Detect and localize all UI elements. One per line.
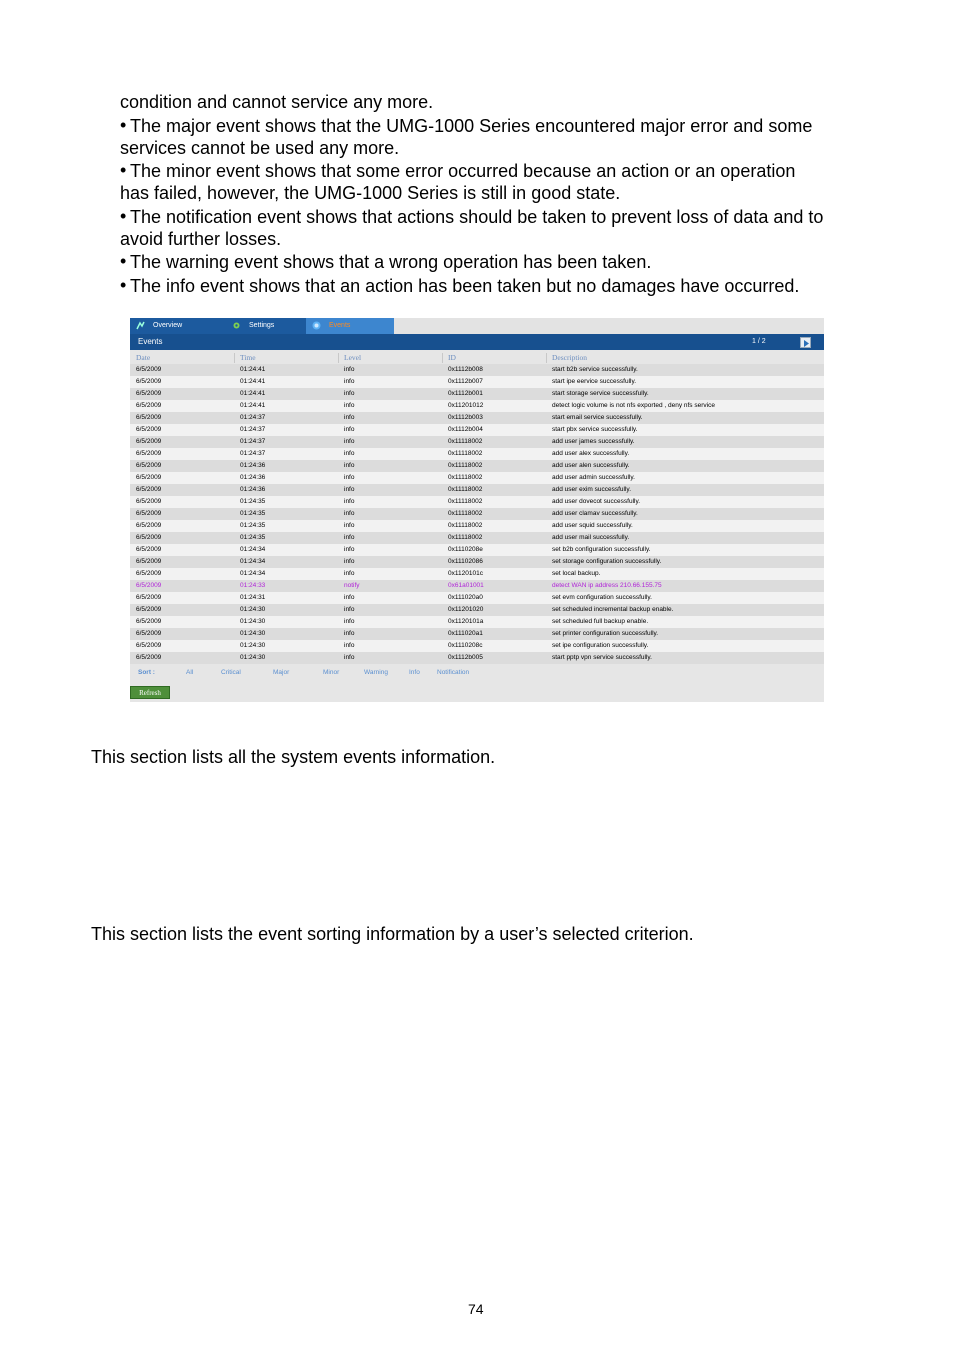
id-cell: 0x11118002 <box>448 486 483 493</box>
time-cell: 01:24:34 <box>240 570 266 577</box>
table-row <box>130 652 824 664</box>
bullet-info-text: The info event shows that an action has been taken but no damages have occurred. <box>130 276 800 296</box>
description-cell: start b2b service successfully. <box>552 366 638 373</box>
tab-overview[interactable] <box>130 318 218 334</box>
date-cell: 6/5/2009 <box>136 546 162 553</box>
table-row <box>130 616 824 628</box>
date-cell: 6/5/2009 <box>136 366 162 373</box>
date-cell: 6/5/2009 <box>136 630 162 637</box>
description-cell: add user alex successfully. <box>552 450 630 457</box>
date-cell: 6/5/2009 <box>136 582 162 589</box>
table-row <box>130 376 824 388</box>
level-cell: info <box>344 522 355 529</box>
description-cell: add user alen successfully. <box>552 462 630 469</box>
table-row <box>130 388 824 400</box>
description-cell: set scheduled full backup enable. <box>552 618 649 625</box>
level-cell: info <box>344 594 355 601</box>
time-cell: 01:24:31 <box>240 594 266 601</box>
sort-option-notification[interactable]: Notification <box>437 669 470 676</box>
sort-option-minor[interactable]: Minor <box>323 669 340 676</box>
bullet-warning-text: The warning event shows that a wrong operation has been taken. <box>130 252 652 272</box>
table-row <box>130 508 824 520</box>
table-row <box>130 472 824 484</box>
bullet-icon: • <box>120 206 127 226</box>
level-cell: info <box>344 642 355 649</box>
bullet-icon: • <box>120 275 127 295</box>
time-cell: 01:24:33 <box>240 582 266 589</box>
date-cell: 6/5/2009 <box>136 462 162 469</box>
level-cell: info <box>344 450 355 457</box>
level-cell: info <box>344 486 355 493</box>
date-cell: 6/5/2009 <box>136 498 162 505</box>
level-cell: info <box>344 630 355 637</box>
description-cell: set scheduled incremental backup enable. <box>552 606 674 613</box>
description-cell: detect WAN ip address 210.66.155.75 <box>552 582 662 589</box>
table-row <box>130 544 824 556</box>
date-cell: 6/5/2009 <box>136 378 162 385</box>
bullet-major-text: The major event shows that the UMG-1000 Series encountered major error and some <box>130 116 813 136</box>
table-row <box>130 520 824 532</box>
level-cell: info <box>344 618 355 625</box>
table-body <box>130 364 824 664</box>
level-cell: info <box>344 474 355 481</box>
table-row <box>130 628 824 640</box>
bullet-major-text-cont: services cannot be used any more. <box>120 138 400 158</box>
date-cell: 6/5/2009 <box>136 390 162 397</box>
description-cell: add user admin successfully. <box>552 474 635 481</box>
play-arrow-icon <box>803 340 810 347</box>
time-cell: 01:24:36 <box>240 474 266 481</box>
level-cell: info <box>344 570 355 577</box>
date-cell: 6/5/2009 <box>136 594 162 601</box>
description-cell: add user dovecot successfully. <box>552 498 641 505</box>
bullet-notification-text-cont: avoid further losses. <box>120 229 282 249</box>
id-cell: 0x1110208c <box>448 642 483 649</box>
time-cell: 01:24:35 <box>240 498 266 505</box>
level-cell: info <box>344 558 355 565</box>
description-cell: start email service successfully. <box>552 414 643 421</box>
description-cell: start ipe eervice successfully. <box>552 378 637 385</box>
description-cell: add user james successfully. <box>552 438 635 445</box>
tab-settings-label: Settings <box>249 322 275 329</box>
table-row <box>130 412 824 424</box>
time-cell: 01:24:30 <box>240 654 266 661</box>
time-cell: 01:24:34 <box>240 558 266 565</box>
date-cell: 6/5/2009 <box>136 474 162 481</box>
id-cell: 0x11102086 <box>448 558 483 565</box>
description-cell: start pptp vpn service successfully. <box>552 654 652 661</box>
column-header-description[interactable]: Description <box>552 353 587 362</box>
level-cell: info <box>344 426 355 433</box>
events-table <box>130 352 824 664</box>
id-cell: 0x11201012 <box>448 402 484 409</box>
id-cell: 0x1120101a <box>448 618 484 625</box>
tab-events-label: Events <box>329 322 351 329</box>
section-paragraph-sorting: This section lists the event sorting information by a user’s selected criterion. <box>91 924 694 944</box>
time-cell: 01:24:37 <box>240 438 266 445</box>
time-cell: 01:24:37 <box>240 414 266 421</box>
time-cell: 01:24:37 <box>240 426 266 433</box>
time-cell: 01:24:37 <box>240 450 266 457</box>
level-cell: info <box>344 378 355 385</box>
bullet-icon: • <box>120 251 127 271</box>
section-paragraph-events: This section lists all the system events information. <box>91 747 496 767</box>
table-row <box>130 580 824 592</box>
id-cell: 0x1110208e <box>448 546 483 553</box>
time-cell: 01:24:35 <box>240 534 266 541</box>
level-cell: info <box>344 546 355 553</box>
time-cell: 01:24:30 <box>240 606 266 613</box>
sort-option-warning[interactable]: Warning <box>364 669 388 676</box>
table-row <box>130 556 824 568</box>
bullet-minor-text: The minor event shows that some error occurred because an action or an operation <box>130 161 796 181</box>
description-cell: add user clamav successfully. <box>552 510 638 517</box>
id-cell: 0x1112b007 <box>448 378 483 385</box>
column-header-time[interactable]: Time <box>240 353 256 362</box>
table-row <box>130 568 824 580</box>
table-row <box>130 424 824 436</box>
column-divider <box>546 353 547 363</box>
level-cell: info <box>344 438 355 445</box>
sort-option-critical[interactable]: Critical <box>221 669 241 676</box>
description-cell: set printer configuration successfully. <box>552 630 659 637</box>
bullet-notification-text: The notification event shows that actions should be taken to prevent loss of data and to <box>130 207 824 227</box>
date-cell: 6/5/2009 <box>136 522 162 529</box>
id-cell: 0x11118002 <box>448 450 483 457</box>
events-screenshot <box>130 318 824 702</box>
table-row <box>130 532 824 544</box>
bullet-icon: • <box>120 115 127 135</box>
time-cell: 01:24:34 <box>240 546 266 553</box>
date-cell: 6/5/2009 <box>136 402 162 409</box>
table-row <box>130 460 824 472</box>
description-cell: add user squid successfully. <box>552 522 633 529</box>
id-cell: 0x1112b003 <box>448 414 483 421</box>
description-cell: add user mail successfully. <box>552 534 630 541</box>
time-cell: 01:24:35 <box>240 510 266 517</box>
intro-line: condition and cannot service any more. <box>120 92 434 112</box>
id-cell: 0x11118002 <box>448 510 483 517</box>
column-header-id[interactable]: ID <box>448 353 456 362</box>
time-cell: 01:24:36 <box>240 486 266 493</box>
page-indicator: 1 / 2 <box>752 338 766 345</box>
time-cell: 01:24:36 <box>240 462 266 469</box>
date-cell: 6/5/2009 <box>136 438 162 445</box>
level-cell: info <box>344 390 355 397</box>
column-divider <box>338 353 339 363</box>
level-cell: info <box>344 414 355 421</box>
level-cell: info <box>344 606 355 613</box>
overview-icon <box>136 321 145 330</box>
description-cell: set local backup. <box>552 570 601 577</box>
date-cell: 6/5/2009 <box>136 606 162 613</box>
id-cell: 0x1112b001 <box>448 390 483 397</box>
next-page-button[interactable] <box>800 337 811 348</box>
gear-icon <box>232 321 241 330</box>
time-cell: 01:24:41 <box>240 390 266 397</box>
description-cell: add user exim successfully. <box>552 486 631 493</box>
description-cell: set ipe configuration successfully. <box>552 642 649 649</box>
bullet-icon: • <box>120 160 127 180</box>
bullet-minor-text-cont: has failed, however, the UMG-1000 Series is still in good state. <box>120 183 621 203</box>
date-cell: 6/5/2009 <box>136 654 162 661</box>
id-cell: 0x11118002 <box>448 534 483 541</box>
tab-settings[interactable] <box>218 318 306 334</box>
sort-bar <box>130 667 824 679</box>
sort-option-all[interactable]: All <box>186 669 194 676</box>
id-cell: 0x11118002 <box>448 498 483 505</box>
tab-events[interactable] <box>306 318 394 334</box>
time-cell: 01:24:41 <box>240 378 266 385</box>
date-cell: 6/5/2009 <box>136 510 162 517</box>
level-cell: info <box>344 534 355 541</box>
table-row <box>130 436 824 448</box>
table-header-row <box>130 352 824 364</box>
id-cell: 0x1112b008 <box>448 366 483 373</box>
id-cell: 0x1112b005 <box>448 654 483 661</box>
date-cell: 6/5/2009 <box>136 486 162 493</box>
table-row <box>130 604 824 616</box>
level-cell: info <box>344 498 355 505</box>
time-cell: 01:24:30 <box>240 630 266 637</box>
column-divider <box>234 353 235 363</box>
date-cell: 6/5/2009 <box>136 558 162 565</box>
id-cell: 0x1120101c <box>448 570 483 577</box>
table-row <box>130 484 824 496</box>
id-cell: 0x11118002 <box>448 474 483 481</box>
date-cell: 6/5/2009 <box>136 618 162 625</box>
level-cell: notify <box>344 582 360 589</box>
table-row <box>130 640 824 652</box>
description-cell: detect logic volume is not nfs exported , deny nfs service <box>552 402 715 409</box>
refresh-button[interactable]: Refresh <box>130 686 170 699</box>
events-header-bar <box>130 334 824 350</box>
date-cell: 6/5/2009 <box>136 450 162 457</box>
table-row <box>130 364 824 376</box>
table-row <box>130 496 824 508</box>
description-cell: start storage service successfully. <box>552 390 649 397</box>
table-row <box>130 592 824 604</box>
date-cell: 6/5/2009 <box>136 534 162 541</box>
id-cell: 0x11118002 <box>448 522 483 529</box>
tab-overview-label: Overview <box>153 322 183 329</box>
events-icon <box>312 321 321 330</box>
panel-title: Events <box>138 337 163 346</box>
time-cell: 01:24:30 <box>240 618 266 625</box>
description-cell: start pbx service successfully. <box>552 426 638 433</box>
description-cell: set b2b configuration successfully. <box>552 546 651 553</box>
table-row <box>130 448 824 460</box>
time-cell: 01:24:35 <box>240 522 266 529</box>
level-cell: info <box>344 366 355 373</box>
column-header-level[interactable]: Level <box>344 353 362 362</box>
sort-option-info[interactable]: Info <box>409 669 420 676</box>
description-cell: set evm configuration successfully. <box>552 594 652 601</box>
level-cell: info <box>344 654 355 661</box>
column-header-date[interactable]: Date <box>136 353 151 362</box>
time-cell: 01:24:30 <box>240 642 266 649</box>
id-cell: 0x1112b004 <box>448 426 483 433</box>
column-divider <box>442 353 443 363</box>
id-cell: 0x11118002 <box>448 438 483 445</box>
level-cell: info <box>344 462 355 469</box>
id-cell: 0x111020a0 <box>448 594 483 601</box>
description-cell: set storage configuration successfully. <box>552 558 662 565</box>
id-cell: 0x11118002 <box>448 462 483 469</box>
sort-label: Sort : <box>138 669 155 676</box>
tab-bar <box>130 318 824 334</box>
page-number: 74 <box>468 1301 484 1317</box>
id-cell: 0x61a01001 <box>448 582 484 589</box>
date-cell: 6/5/2009 <box>136 570 162 577</box>
id-cell: 0x11201020 <box>448 606 484 613</box>
table-row <box>130 400 824 412</box>
date-cell: 6/5/2009 <box>136 642 162 649</box>
time-cell: 01:24:41 <box>240 366 266 373</box>
id-cell: 0x111020a1 <box>448 630 483 637</box>
level-cell: info <box>344 510 355 517</box>
level-cell: info <box>344 402 355 409</box>
time-cell: 01:24:41 <box>240 402 266 409</box>
sort-option-major[interactable]: Major <box>273 669 290 676</box>
date-cell: 6/5/2009 <box>136 414 162 421</box>
date-cell: 6/5/2009 <box>136 426 162 433</box>
